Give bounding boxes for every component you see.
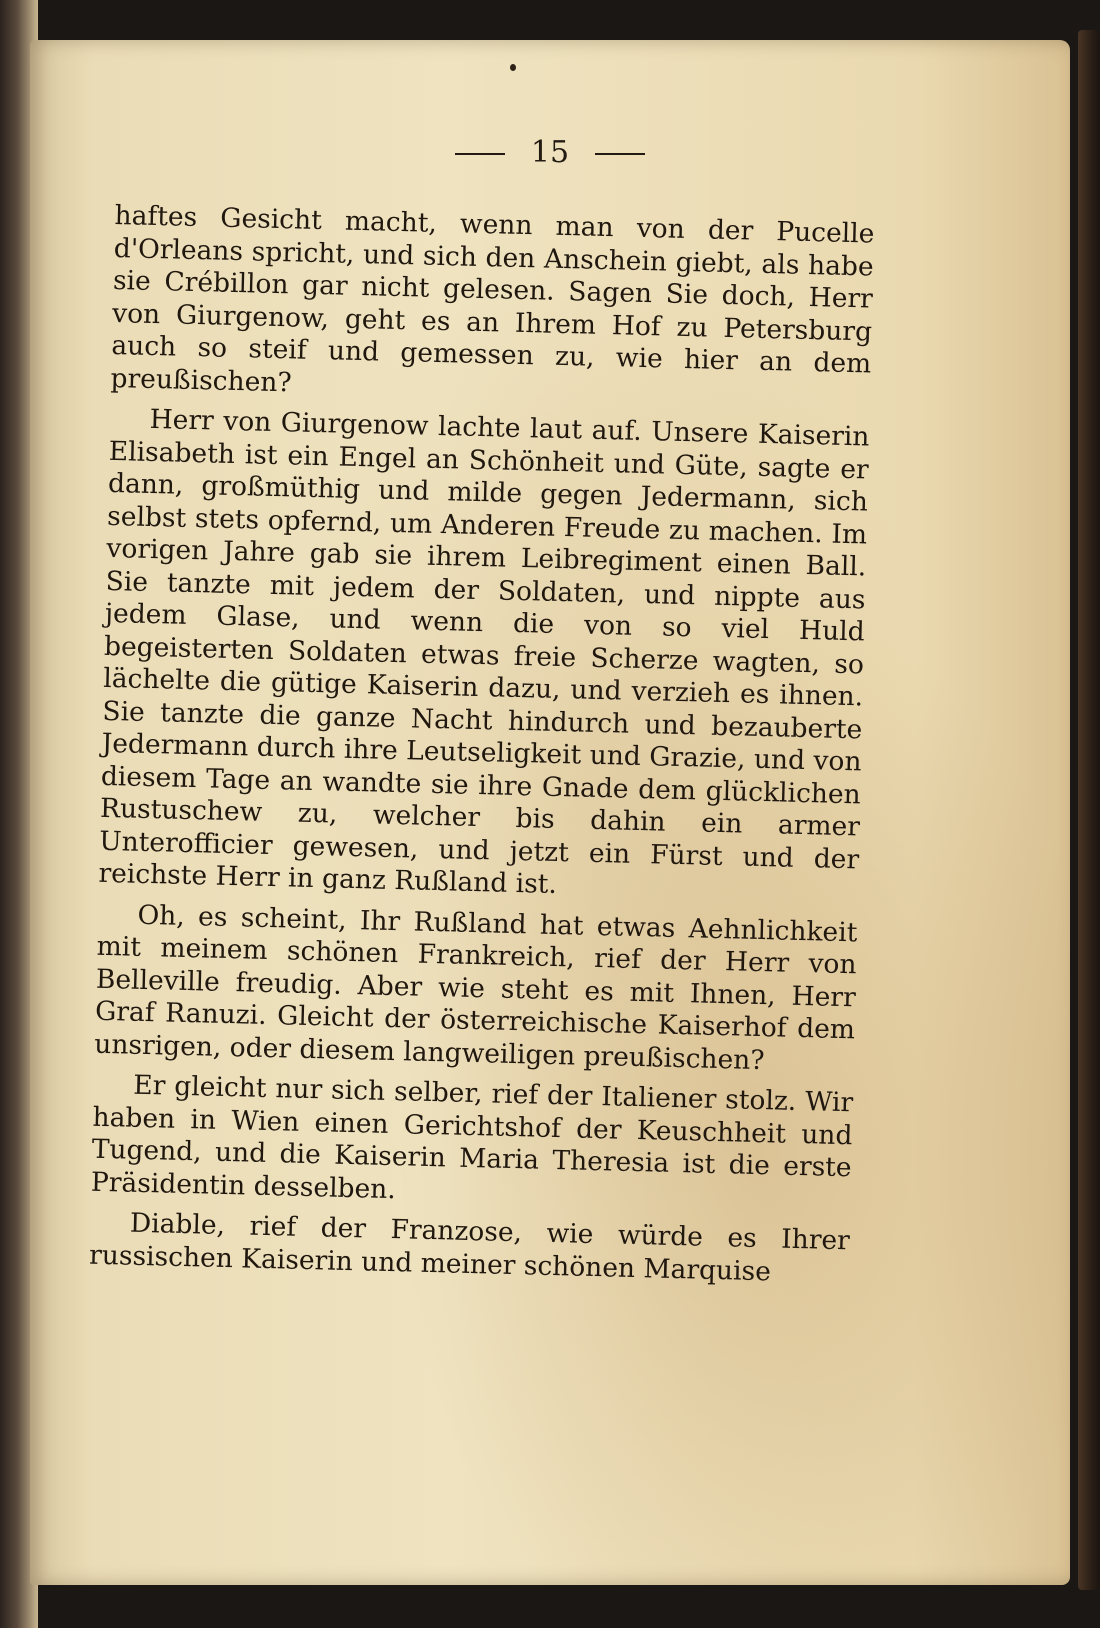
page-header xyxy=(30,135,1070,170)
page-sheet xyxy=(30,40,1070,1585)
header-dash-left xyxy=(455,153,505,155)
paragraph-2: Herr von Giurgenow lachte laut auf. Unsere Kaiserin Elisabeth ist ein Engel an Schönheit und Güte, sagte er dann, großmüthig und milde gegen Jedermann, sich selbst stets opfernd, um Anderen Freude zu machen. Im vorigen Jahre gab sie ihrem Leibregiment einen Ball. Sie tanzte mit jedem der Soldaten, und nippte aus jedem Glase, und wenn die von so viel Huld begeisterten Soldaten etwas freie Scherze wagten, so lächelte die gütige Kaiserin dazu, und verzieh es ihnen. Sie tanzte die ganze Nacht hindurch und bezauberte Jedermann durch ihre Leutseligkeit und Grazie, und von diesem Tage an wandte sie ihre Gnade dem glücklichen Rustuschew zu, welcher bis dahin ein armer Unterofficier gewesen, und jetzt ein Fürst und der reichste Herr in ganz Rußland ist. xyxy=(98,403,870,900)
header-dash-right xyxy=(595,153,645,155)
page-body-text xyxy=(89,200,875,1298)
ink-spot xyxy=(510,64,516,71)
book-cover-edge xyxy=(1078,30,1100,1590)
paragraph-4: Er gleicht nur sich selber, rief der Italiener stolz. Wir haben in Wien einen Gerichtshof der Keuschheit und Tugend, und die Kaiserin Maria Theresia ist die erste Präsidentin desselben. xyxy=(90,1069,854,1205)
page-number: 15 xyxy=(530,135,570,170)
paragraph-1: haftes Gesicht macht, wenn man von der Pucelle d'Orleans spricht, und sich den Anschein giebt, als habe sie Crébillon gar nicht gelesen. Sagen Sie doch, Herr von Giurgenow, geht es an Ihrem Hof zu Petersburg auch so steif und gemessen zu, wie hier an dem preußischen? xyxy=(110,200,875,398)
paragraph-3: Oh, es scheint, Ihr Rußland hat etwas Aehnlichkeit mit meinem schönen Frankreich, rief der Herr von Belleville freudig. Aber wie steht es mit Ihnen, Herr Graf Ranuzi. Gleicht der österreichische Kaiserhof dem unsrigen, oder diesem langweiligen preußischen? xyxy=(94,899,858,1076)
paragraph-5: Diable, rief der Franzose, wie würde es Ihrer russischen Kaiserin und meiner schönen Marquise xyxy=(88,1207,851,1287)
